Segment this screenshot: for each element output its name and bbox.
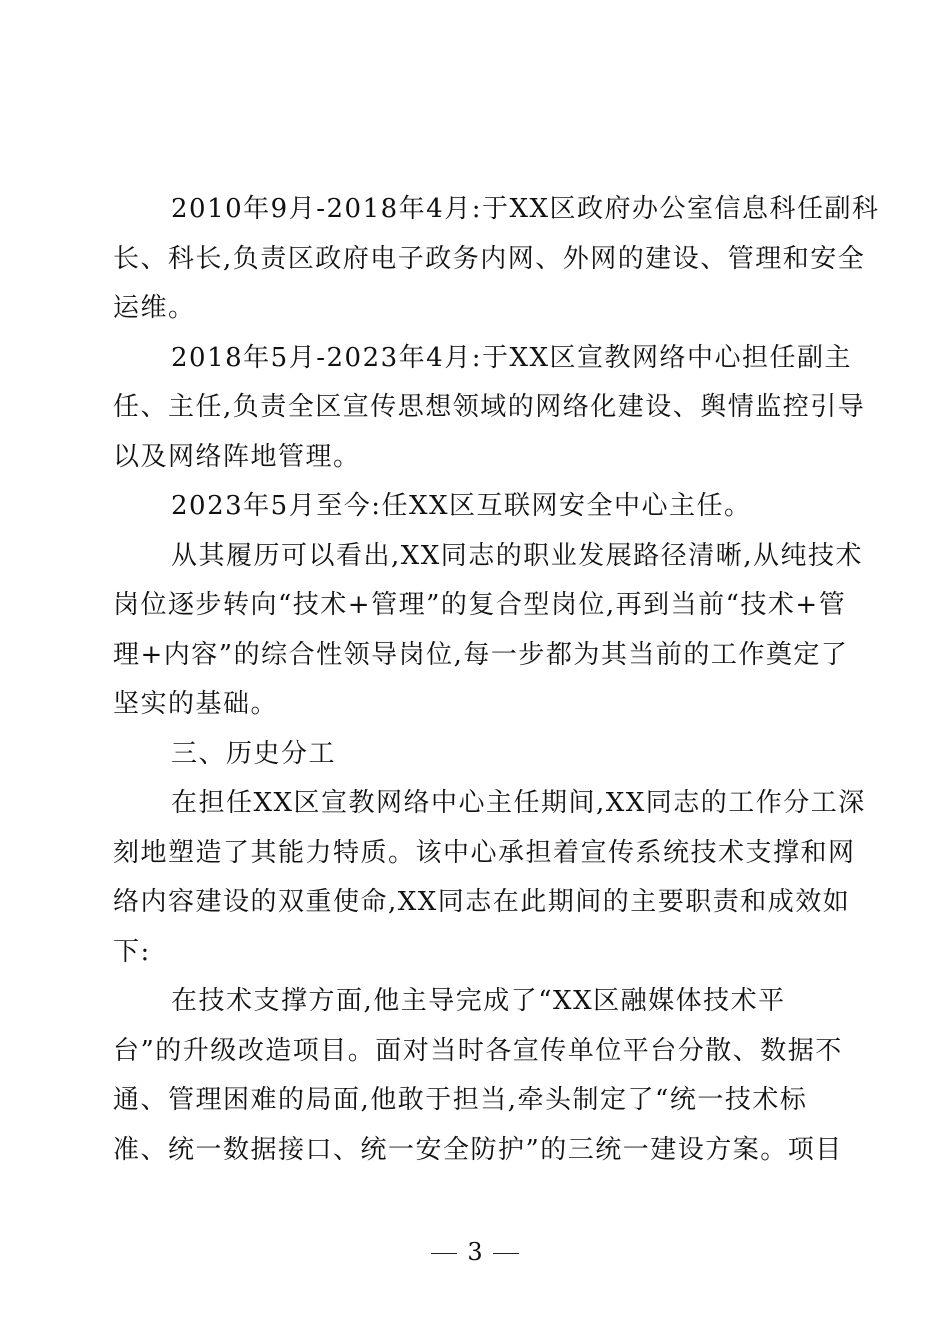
text-line: 任、主任,负责全区宣传思想领域的网络化建设、舆情监控引导 — [113, 392, 866, 422]
text-line: 以及网络阵地管理。 — [113, 441, 361, 472]
text-line: 岗位逐步转向“技术+管理”的复合型岗位,再到当前“技术+管 — [113, 590, 847, 620]
paragraph-division-intro — [113, 779, 866, 977]
text-line: 准、统一数据接口、统一安全防护”的三统一建设方案。项目 — [113, 1134, 843, 1165]
text-line: 台”的升级改造项目。面对当时各宣传单位平台分散、数据不 — [113, 1035, 843, 1066]
page-number: 3 — [467, 1238, 483, 1266]
footer-dash-right — [493, 1253, 519, 1255]
document-body — [113, 185, 880, 1175]
text-line: 运维。 — [113, 293, 196, 323]
paragraph-career-2023-now — [113, 482, 831, 532]
paragraph-tech-support — [113, 977, 843, 1175]
footer-dash-left — [431, 1253, 457, 1255]
section-heading: 三、历史分工 — [171, 738, 337, 769]
paragraph-career-2018-2023 — [113, 334, 866, 483]
text-line: 坚实的基础。 — [113, 689, 279, 719]
text-line: 通、管理困难的局面,他敢于担当,牵头制定了“统一技术标 — [113, 1085, 808, 1115]
text-line: 从其履历可以看出,XX同志的职业发展路径清晰,从纯技术 — [171, 540, 864, 571]
text-line: 在技术支撑方面,他主导完成了“XX区融媒体技术平 — [171, 986, 786, 1016]
text-line: 长、科长,负责区政府电子政务内网、外网的建设、管理和安全 — [113, 243, 866, 274]
text-line: 刻地塑造了其能力特质。该中心承担着宣传系统技术支撑和网 — [113, 837, 856, 868]
text-line: 2018年5月-2023年4月:于XX区宣教网络中心担任副主 — [171, 342, 852, 373]
text-line: 络内容建设的双重使命,XX同志在此期间的主要职责和成效如 — [113, 887, 851, 917]
text-line: 在担任XX区宣教网络中心主任期间,XX同志的工作分工深 — [171, 788, 866, 818]
paragraph-career-summary — [113, 532, 864, 730]
paragraph-career-2010-2018 — [113, 185, 880, 334]
text-line: 理+内容”的综合性领导岗位,每一步都为其当前的工作奠定了 — [113, 639, 849, 670]
text-line: 下: — [113, 936, 151, 967]
page-footer — [0, 1238, 950, 1266]
text-line: 2023年5月至今:任XX区互联网安全中心主任。 — [171, 491, 752, 521]
text-line: 2010年9月-2018年4月:于XX区政府办公室信息科任副科 — [171, 194, 880, 224]
